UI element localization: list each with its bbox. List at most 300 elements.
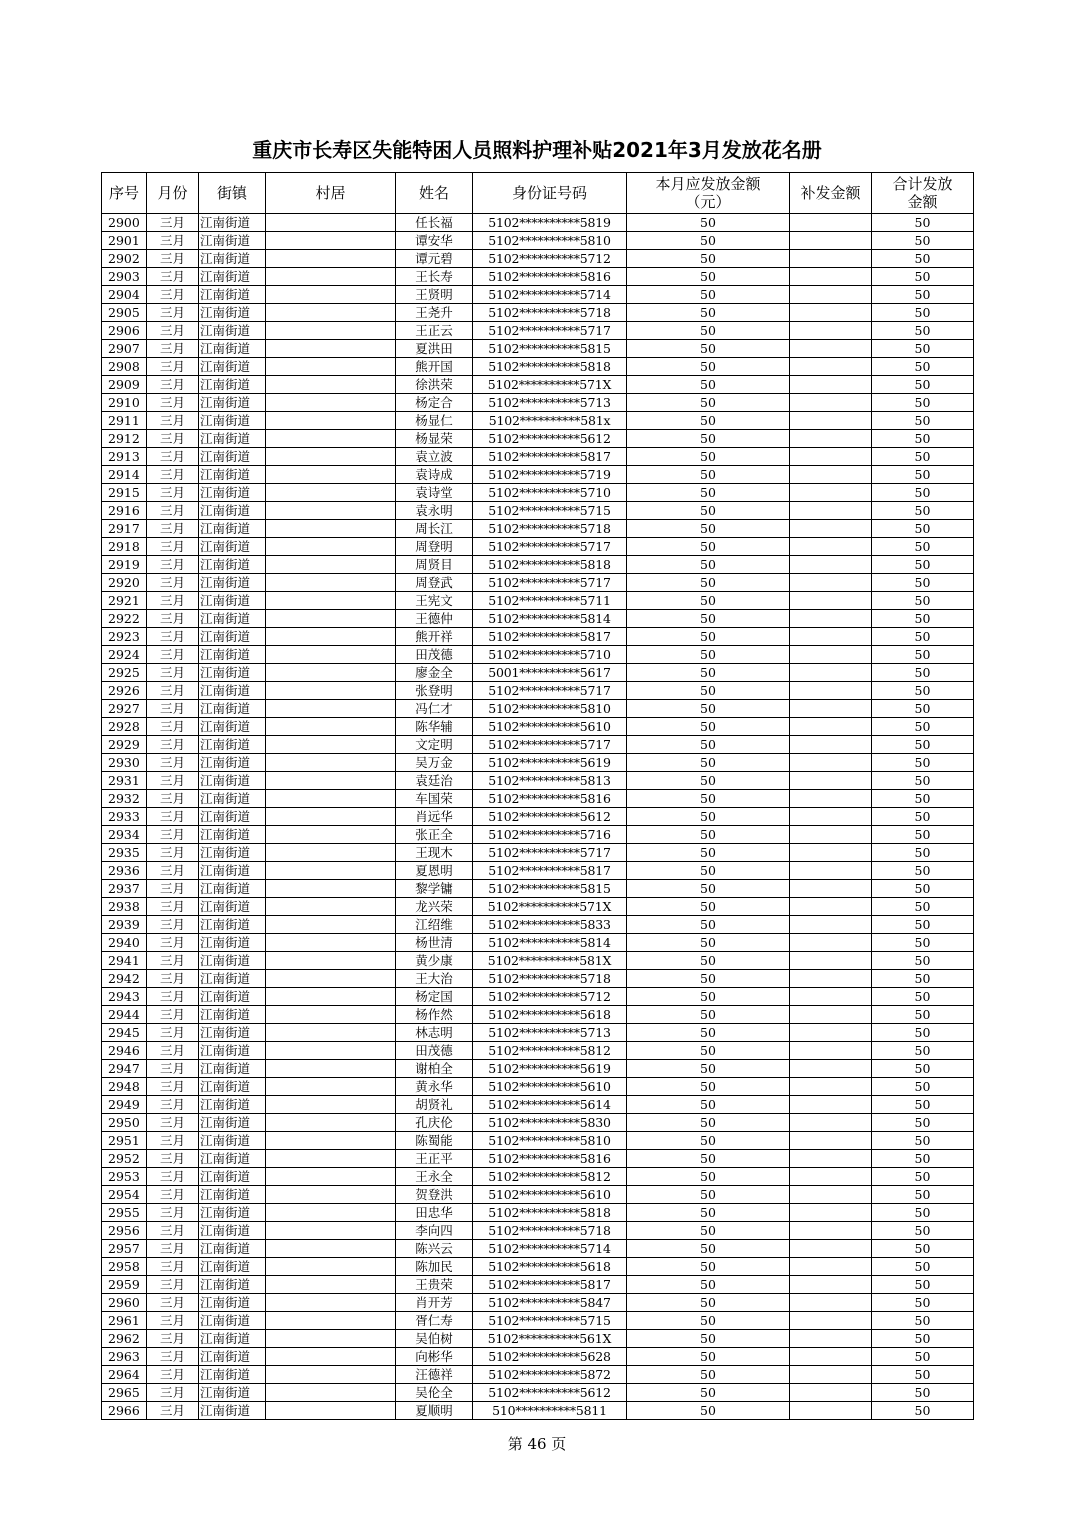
cell-name: 徐洪荣	[396, 376, 473, 394]
cell-id-number: 5102**********5814	[473, 610, 627, 628]
cell-id-number: 5102**********571X	[473, 898, 627, 916]
cell-total-amount: 50	[872, 952, 974, 970]
cell-street: 江南街道	[199, 916, 266, 934]
cell-total-amount: 50	[872, 610, 974, 628]
cell-supplement-amount	[790, 790, 872, 808]
cell-total-amount: 50	[872, 1402, 974, 1420]
cell-name: 肖远华	[396, 808, 473, 826]
cell-due-amount: 50	[627, 664, 790, 682]
cell-village	[266, 628, 396, 646]
cell-street: 江南街道	[199, 970, 266, 988]
cell-street: 江南街道	[199, 844, 266, 862]
cell-month: 三月	[147, 1150, 199, 1168]
cell-name: 胡贤礼	[396, 1096, 473, 1114]
cell-village	[266, 1402, 396, 1420]
cell-street: 江南街道	[199, 1024, 266, 1042]
cell-seq: 2965	[102, 1384, 147, 1402]
cell-id-number: 5102**********5813	[473, 772, 627, 790]
cell-seq: 2935	[102, 844, 147, 862]
cell-street: 江南街道	[199, 898, 266, 916]
cell-village	[266, 394, 396, 412]
cell-total-amount: 50	[872, 250, 974, 268]
cell-name: 胥仁寿	[396, 1312, 473, 1330]
cell-supplement-amount	[790, 250, 872, 268]
cell-month: 三月	[147, 394, 199, 412]
cell-total-amount: 50	[872, 304, 974, 322]
cell-village	[266, 970, 396, 988]
cell-month: 三月	[147, 430, 199, 448]
cell-supplement-amount	[790, 520, 872, 538]
cell-street: 江南街道	[199, 772, 266, 790]
cell-id-number: 5102**********5810	[473, 232, 627, 250]
cell-due-amount: 50	[627, 394, 790, 412]
header-village: 村居	[266, 173, 396, 214]
cell-total-amount: 50	[872, 808, 974, 826]
cell-name: 杨定合	[396, 394, 473, 412]
cell-street: 江南街道	[199, 1240, 266, 1258]
cell-supplement-amount	[790, 1114, 872, 1132]
cell-due-amount: 50	[627, 1330, 790, 1348]
cell-village	[266, 1042, 396, 1060]
cell-name: 陈华辅	[396, 718, 473, 736]
cell-seq: 2916	[102, 502, 147, 520]
cell-village	[266, 448, 396, 466]
cell-id-number: 5102**********5817	[473, 862, 627, 880]
cell-name: 吴伯树	[396, 1330, 473, 1348]
table-row	[102, 1114, 974, 1132]
cell-month: 三月	[147, 286, 199, 304]
cell-id-number: 5102**********5812	[473, 1168, 627, 1186]
cell-due-amount: 50	[627, 1078, 790, 1096]
cell-month: 三月	[147, 700, 199, 718]
cell-total-amount: 50	[872, 1222, 974, 1240]
cell-seq: 2920	[102, 574, 147, 592]
cell-street: 江南街道	[199, 1294, 266, 1312]
cell-total-amount: 50	[872, 1168, 974, 1186]
table-row	[102, 898, 974, 916]
cell-id-number: 5102**********5818	[473, 1204, 627, 1222]
cell-month: 三月	[147, 862, 199, 880]
cell-street: 江南街道	[199, 1222, 266, 1240]
cell-seq: 2945	[102, 1024, 147, 1042]
cell-due-amount: 50	[627, 1042, 790, 1060]
cell-supplement-amount	[790, 1222, 872, 1240]
table-row	[102, 1384, 974, 1402]
cell-id-number: 5102**********571X	[473, 376, 627, 394]
cell-id-number: 5102**********5818	[473, 358, 627, 376]
header-total-line2: 金额	[907, 193, 938, 211]
cell-seq: 2946	[102, 1042, 147, 1060]
cell-street: 江南街道	[199, 700, 266, 718]
cell-village	[266, 520, 396, 538]
cell-month: 三月	[147, 772, 199, 790]
cell-supplement-amount	[790, 736, 872, 754]
cell-name: 周贤目	[396, 556, 473, 574]
cell-village	[266, 916, 396, 934]
cell-id-number: 5102**********5830	[473, 1114, 627, 1132]
cell-month: 三月	[147, 412, 199, 430]
cell-name: 汪德祥	[396, 1366, 473, 1384]
cell-id-number: 5102**********5718	[473, 1222, 627, 1240]
cell-id-number: 5102**********5847	[473, 1294, 627, 1312]
table-row	[102, 232, 974, 250]
cell-total-amount: 50	[872, 970, 974, 988]
cell-total-amount: 50	[872, 664, 974, 682]
cell-month: 三月	[147, 1330, 199, 1348]
cell-id-number: 5001**********5617	[473, 664, 627, 682]
cell-due-amount: 50	[627, 1096, 790, 1114]
cell-village	[266, 1024, 396, 1042]
cell-month: 三月	[147, 574, 199, 592]
cell-name: 冯仁才	[396, 700, 473, 718]
cell-village	[266, 718, 396, 736]
table-row	[102, 250, 974, 268]
cell-month: 三月	[147, 1348, 199, 1366]
cell-month: 三月	[147, 610, 199, 628]
cell-seq: 2951	[102, 1132, 147, 1150]
table-row	[102, 1402, 974, 1420]
cell-street: 江南街道	[199, 1258, 266, 1276]
cell-village	[266, 286, 396, 304]
cell-street: 江南街道	[199, 1384, 266, 1402]
cell-due-amount: 50	[627, 1204, 790, 1222]
cell-village	[266, 268, 396, 286]
table-row	[102, 214, 974, 232]
cell-supplement-amount	[790, 1186, 872, 1204]
cell-supplement-amount	[790, 880, 872, 898]
cell-name: 文定明	[396, 736, 473, 754]
cell-id-number: 5102**********5714	[473, 1240, 627, 1258]
cell-street: 江南街道	[199, 340, 266, 358]
cell-street: 江南街道	[199, 790, 266, 808]
cell-total-amount: 50	[872, 844, 974, 862]
cell-due-amount: 50	[627, 232, 790, 250]
cell-seq: 2906	[102, 322, 147, 340]
roster-table	[101, 172, 974, 1420]
cell-village	[266, 214, 396, 232]
cell-seq: 2911	[102, 412, 147, 430]
cell-due-amount: 50	[627, 1222, 790, 1240]
cell-seq: 2937	[102, 880, 147, 898]
cell-supplement-amount	[790, 538, 872, 556]
cell-supplement-amount	[790, 1006, 872, 1024]
cell-id-number: 5102**********5716	[473, 826, 627, 844]
cell-total-amount: 50	[872, 1060, 974, 1078]
cell-id-number: 5102**********5619	[473, 1060, 627, 1078]
table-row	[102, 286, 974, 304]
table-row	[102, 1348, 974, 1366]
cell-due-amount: 50	[627, 502, 790, 520]
cell-seq: 2941	[102, 952, 147, 970]
table-row	[102, 502, 974, 520]
cell-seq: 2953	[102, 1168, 147, 1186]
cell-id-number: 5102**********5812	[473, 1042, 627, 1060]
cell-due-amount: 50	[627, 628, 790, 646]
cell-due-amount: 50	[627, 880, 790, 898]
cell-name: 王永全	[396, 1168, 473, 1186]
cell-street: 江南街道	[199, 934, 266, 952]
cell-supplement-amount	[790, 322, 872, 340]
table-row	[102, 574, 974, 592]
page-number: 第 46 页	[507, 1435, 567, 1453]
cell-name: 夏洪田	[396, 340, 473, 358]
table-row	[102, 916, 974, 934]
cell-seq: 2908	[102, 358, 147, 376]
cell-name: 任长福	[396, 214, 473, 232]
cell-total-amount: 50	[872, 1294, 974, 1312]
table-row	[102, 790, 974, 808]
cell-month: 三月	[147, 538, 199, 556]
table-row	[102, 772, 974, 790]
table-row	[102, 664, 974, 682]
cell-total-amount: 50	[872, 1258, 974, 1276]
header-name: 姓名	[396, 173, 473, 214]
cell-village	[266, 1222, 396, 1240]
cell-supplement-amount	[790, 916, 872, 934]
cell-name: 袁永明	[396, 502, 473, 520]
cell-total-amount: 50	[872, 412, 974, 430]
cell-village	[266, 340, 396, 358]
cell-supplement-amount	[790, 1294, 872, 1312]
cell-seq: 2923	[102, 628, 147, 646]
cell-name: 陈兴云	[396, 1240, 473, 1258]
cell-due-amount: 50	[627, 466, 790, 484]
cell-total-amount: 50	[872, 1024, 974, 1042]
cell-total-amount: 50	[872, 1384, 974, 1402]
table-row	[102, 952, 974, 970]
cell-month: 三月	[147, 268, 199, 286]
cell-street: 江南街道	[199, 1402, 266, 1420]
cell-seq: 2922	[102, 610, 147, 628]
table-row	[102, 304, 974, 322]
table-row	[102, 1096, 974, 1114]
table-row	[102, 538, 974, 556]
cell-supplement-amount	[790, 1096, 872, 1114]
cell-seq: 2903	[102, 268, 147, 286]
cell-month: 三月	[147, 736, 199, 754]
cell-seq: 2933	[102, 808, 147, 826]
cell-month: 三月	[147, 322, 199, 340]
cell-name: 杨定国	[396, 988, 473, 1006]
cell-supplement-amount	[790, 556, 872, 574]
cell-id-number: 5102**********561X	[473, 1330, 627, 1348]
cell-seq: 2954	[102, 1186, 147, 1204]
cell-village	[266, 502, 396, 520]
cell-due-amount: 50	[627, 250, 790, 268]
cell-street: 江南街道	[199, 376, 266, 394]
cell-supplement-amount	[790, 700, 872, 718]
cell-total-amount: 50	[872, 322, 974, 340]
cell-id-number: 5102**********5717	[473, 682, 627, 700]
cell-due-amount: 50	[627, 916, 790, 934]
cell-village	[266, 1240, 396, 1258]
cell-supplement-amount	[790, 898, 872, 916]
cell-supplement-amount	[790, 862, 872, 880]
cell-due-amount: 50	[627, 304, 790, 322]
cell-seq: 2958	[102, 1258, 147, 1276]
cell-name: 杨世清	[396, 934, 473, 952]
cell-seq: 2900	[102, 214, 147, 232]
cell-month: 三月	[147, 1186, 199, 1204]
cell-month: 三月	[147, 1042, 199, 1060]
cell-id-number: 5102**********581x	[473, 412, 627, 430]
cell-supplement-amount	[790, 412, 872, 430]
cell-due-amount: 50	[627, 1240, 790, 1258]
cell-due-amount: 50	[627, 862, 790, 880]
cell-seq: 2942	[102, 970, 147, 988]
table-row	[102, 376, 974, 394]
header-due-line2: （元）	[685, 193, 731, 211]
cell-supplement-amount	[790, 718, 872, 736]
cell-name: 肖开芳	[396, 1294, 473, 1312]
cell-supplement-amount	[790, 1204, 872, 1222]
cell-id-number: 5102**********5715	[473, 1312, 627, 1330]
cell-street: 江南街道	[199, 268, 266, 286]
cell-total-amount: 50	[872, 1330, 974, 1348]
cell-month: 三月	[147, 304, 199, 322]
cell-month: 三月	[147, 934, 199, 952]
table-row	[102, 1024, 974, 1042]
cell-village	[266, 664, 396, 682]
cell-seq: 2929	[102, 736, 147, 754]
cell-name: 夏顺明	[396, 1402, 473, 1420]
cell-seq: 2956	[102, 1222, 147, 1240]
cell-total-amount: 50	[872, 556, 974, 574]
cell-name: 杨显仁	[396, 412, 473, 430]
cell-total-amount: 50	[872, 376, 974, 394]
cell-street: 江南街道	[199, 538, 266, 556]
cell-seq: 2928	[102, 718, 147, 736]
cell-due-amount: 50	[627, 1114, 790, 1132]
cell-month: 三月	[147, 1366, 199, 1384]
cell-seq: 2961	[102, 1312, 147, 1330]
cell-supplement-amount	[790, 1168, 872, 1186]
cell-due-amount: 50	[627, 358, 790, 376]
cell-month: 三月	[147, 628, 199, 646]
cell-village	[266, 250, 396, 268]
cell-seq: 2904	[102, 286, 147, 304]
cell-seq: 2963	[102, 1348, 147, 1366]
table-row	[102, 718, 974, 736]
cell-village	[266, 322, 396, 340]
table-row	[102, 682, 974, 700]
cell-seq: 2949	[102, 1096, 147, 1114]
cell-due-amount: 50	[627, 1258, 790, 1276]
cell-id-number: 5102**********5817	[473, 448, 627, 466]
cell-supplement-amount	[790, 340, 872, 358]
cell-due-amount: 50	[627, 1024, 790, 1042]
cell-seq: 2907	[102, 340, 147, 358]
cell-total-amount: 50	[872, 646, 974, 664]
cell-seq: 2931	[102, 772, 147, 790]
table-row	[102, 1078, 974, 1096]
cell-id-number: 5102**********5717	[473, 574, 627, 592]
cell-total-amount: 50	[872, 1096, 974, 1114]
cell-due-amount: 50	[627, 934, 790, 952]
cell-total-amount: 50	[872, 448, 974, 466]
cell-village	[266, 1078, 396, 1096]
cell-due-amount: 50	[627, 592, 790, 610]
cell-id-number: 5102**********5714	[473, 286, 627, 304]
cell-name: 周登武	[396, 574, 473, 592]
cell-supplement-amount	[790, 628, 872, 646]
cell-due-amount: 50	[627, 808, 790, 826]
cell-street: 江南街道	[199, 358, 266, 376]
table-row	[102, 880, 974, 898]
cell-village	[266, 1384, 396, 1402]
cell-village	[266, 412, 396, 430]
cell-month: 三月	[147, 250, 199, 268]
table-row	[102, 358, 974, 376]
cell-seq: 2913	[102, 448, 147, 466]
cell-total-amount: 50	[872, 862, 974, 880]
cell-supplement-amount	[790, 376, 872, 394]
cell-name: 林志明	[396, 1024, 473, 1042]
cell-seq: 2901	[102, 232, 147, 250]
cell-due-amount: 50	[627, 556, 790, 574]
cell-street: 江南街道	[199, 574, 266, 592]
cell-id-number: 5102**********5819	[473, 214, 627, 232]
header-id-number: 身份证号码	[473, 173, 627, 214]
header-due-amount	[627, 173, 790, 214]
cell-seq: 2932	[102, 790, 147, 808]
cell-name: 周登明	[396, 538, 473, 556]
cell-total-amount: 50	[872, 1006, 974, 1024]
cell-total-amount: 50	[872, 430, 974, 448]
cell-supplement-amount	[790, 1366, 872, 1384]
cell-name: 廖金全	[396, 664, 473, 682]
cell-street: 江南街道	[199, 736, 266, 754]
cell-village	[266, 1348, 396, 1366]
cell-street: 江南街道	[199, 664, 266, 682]
cell-village	[266, 358, 396, 376]
cell-seq: 2914	[102, 466, 147, 484]
header-total-amount	[872, 173, 974, 214]
cell-month: 三月	[147, 646, 199, 664]
cell-total-amount: 50	[872, 988, 974, 1006]
cell-id-number: 5102**********5818	[473, 556, 627, 574]
cell-month: 三月	[147, 214, 199, 232]
cell-street: 江南街道	[199, 556, 266, 574]
cell-street: 江南街道	[199, 718, 266, 736]
cell-month: 三月	[147, 1294, 199, 1312]
table-row	[102, 1366, 974, 1384]
cell-id-number: 5102**********5712	[473, 250, 627, 268]
cell-month: 三月	[147, 1168, 199, 1186]
cell-due-amount: 50	[627, 988, 790, 1006]
cell-name: 袁诗成	[396, 466, 473, 484]
cell-seq: 2912	[102, 430, 147, 448]
cell-total-amount: 50	[872, 520, 974, 538]
cell-seq: 2940	[102, 934, 147, 952]
cell-id-number: 5102**********5719	[473, 466, 627, 484]
cell-village	[266, 610, 396, 628]
cell-village	[266, 790, 396, 808]
cell-street: 江南街道	[199, 988, 266, 1006]
cell-street: 江南街道	[199, 1096, 266, 1114]
cell-id-number: 5102**********5814	[473, 934, 627, 952]
table-row	[102, 484, 974, 502]
cell-id-number: 5102**********5612	[473, 808, 627, 826]
cell-name: 袁廷治	[396, 772, 473, 790]
table-row	[102, 628, 974, 646]
cell-due-amount: 50	[627, 1402, 790, 1420]
cell-street: 江南街道	[199, 304, 266, 322]
cell-seq: 2964	[102, 1366, 147, 1384]
cell-total-amount: 50	[872, 754, 974, 772]
cell-due-amount: 50	[627, 1366, 790, 1384]
cell-seq: 2930	[102, 754, 147, 772]
